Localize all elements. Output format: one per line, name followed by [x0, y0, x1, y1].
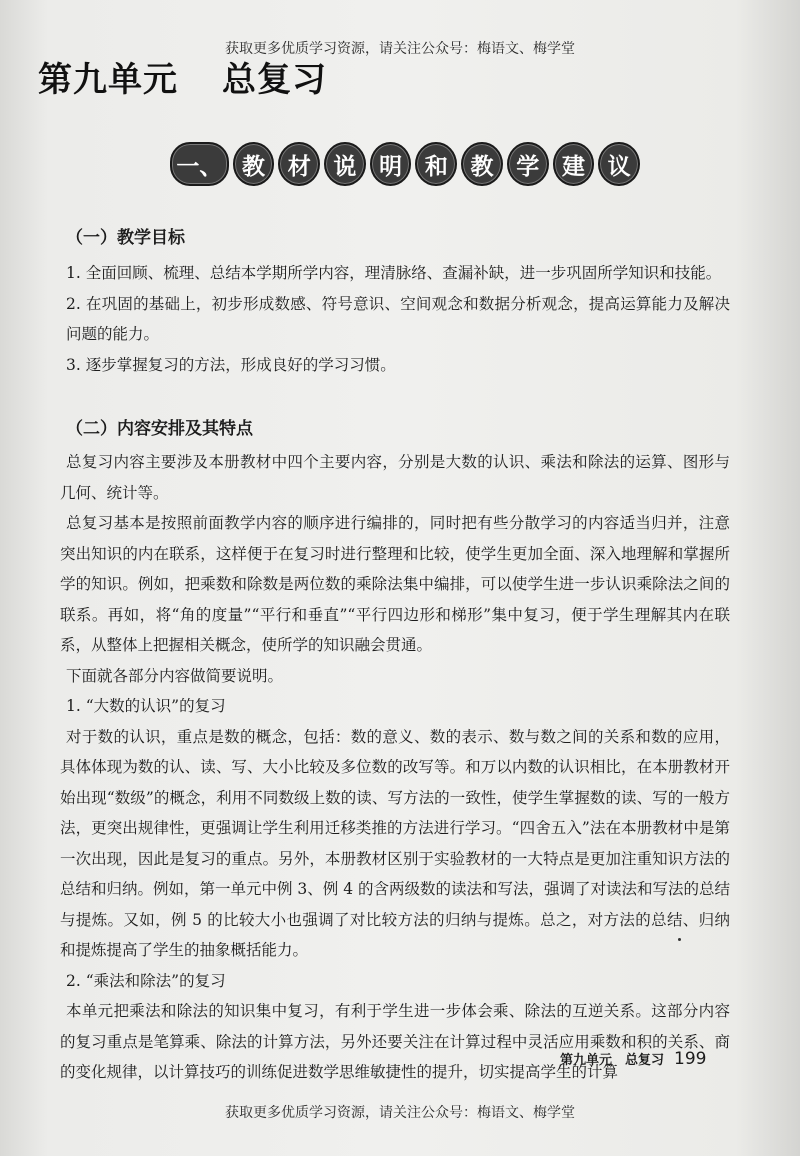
banner-char: 教: [461, 142, 503, 186]
goal-item-3: 3. 逐步掌握复习的方法，形成良好的学习习惯。: [66, 355, 396, 374]
paragraph: 本单元把乘法和除法的知识集中复习，有利于学生进一步体会乘、除法的互逆关系。这部分内容的复习重点是笔算乘、除法的计算方法，另外还要关注在计算过程中灵活应用乘数和积的关系、商的变化规律，以计算技巧的训练促进数学思维敏捷性的提升，切实提高学生的计算: [60, 1002, 730, 1081]
banner-char: 学: [507, 142, 549, 186]
section-heading-content: （二）内容安排及其特点: [66, 419, 253, 439]
print-speck: [678, 938, 681, 941]
paragraph: 总复习内容主要涉及本册教材中四个主要内容，分别是大数的认识、乘法和除法的运算、图形与几何、统计等。: [60, 453, 730, 502]
unit-number: 第九单元: [38, 60, 178, 100]
unit-title: [38, 52, 327, 101]
content-body: [60, 447, 730, 1088]
banner-char: 材: [278, 142, 320, 186]
watermark-bottom: 获取更多优质学习资源，请关注公众号：梅语文、梅学堂: [225, 1105, 575, 1121]
paragraph: 对于数的认识，重点是数的概念，包括：数的意义、数的表示、数与数之间的关系和数的应用，具体体现为数的认、读、写、大小比较及多位数的改写等。和万以内数的认识相比，在本册教材开始出现“数级”的概念，利用不同数级上数的读、写方法的一致性，使学生掌握数的读、写的一般方法，更突出规律性，更强调让学生利用迁移类推的方法进行学习。“四舍五入”法在本册教材中是第一次出现，因此是复习的重点。另外，本册教材区别于实验教材的一大特点是更加注重知识方法的总结和归纳。例如，第一单元中例 3、例 4 的含两级数的读法和写法，强调了对读法和写法的总结与提炼。又如，例 5 的比较大小也强调了对比较方法的归纳与提炼。总之，对方法的总结、归纳和提炼提高了学生的抽象概括能力。: [60, 727, 731, 959]
subheading-multiplication-division: 2. “乘法和除法”的复习: [66, 971, 226, 990]
goals-list: [66, 258, 730, 380]
page-footer: [560, 1049, 706, 1069]
banner-char: 和: [415, 142, 457, 186]
goal-item-2: 2. 在巩固的基础上，初步形成数感、符号意识、空间观念和数据分析观念，提高运算能力及解决问题的能力。: [66, 294, 730, 343]
page-number: 199: [674, 1049, 707, 1069]
banner-char: 教: [233, 142, 275, 186]
section-banner: [170, 143, 640, 185]
banner-char: 议: [598, 142, 640, 186]
banner-char: 一、: [170, 142, 229, 186]
goal-item-1: 1. 全面回顾、梳理、总结本学期所学内容，理清脉络、查漏补缺，进一步巩固所学知识和技能。: [66, 264, 722, 282]
subheading-big-numbers: 1. “大数的认识”的复习: [66, 697, 226, 715]
paragraph: 下面就各部分内容做简要说明。: [66, 666, 284, 685]
section-heading-goals: （一）教学目标: [66, 228, 185, 248]
paragraph: 总复习基本是按照前面教学内容的顺序进行编排的，同时把有些分散学习的内容适当归并，注意突出知识的内在联系，这样便于在复习时进行整理和比较，使学生更加全面、深入地理解和掌握所学的知识。例如，把乘数和除数是两位数的乘除法集中编排，可以使学生进一步认识乘除法之间的联系。再如，将“角的度量”“平行和垂直”“平行四边形和梯形”集中复习，便于学生理解其内在联系，从整体上把握相关概念，使所学的知识融会贯通。: [60, 514, 730, 654]
banner-char: 说: [324, 142, 366, 186]
footer-label: 第九单元 总复习: [560, 1053, 665, 1068]
banner-char: 明: [370, 142, 412, 186]
unit-name: 总复习: [222, 60, 327, 100]
banner-char: 建: [553, 142, 595, 186]
watermark-top: 获取更多优质学习资源，请关注公众号：梅语文、梅学堂: [225, 41, 575, 57]
